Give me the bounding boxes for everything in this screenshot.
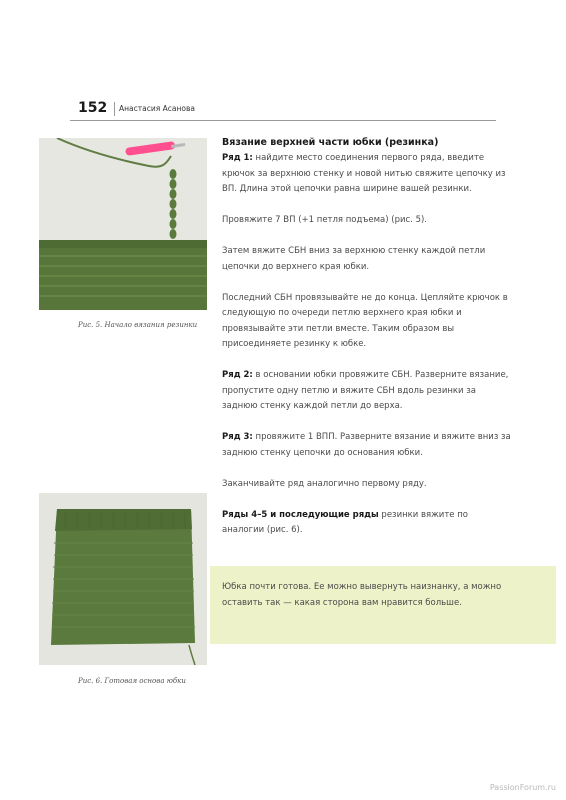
paragraph-lead: Ряд 2: (222, 370, 253, 380)
figure-5-caption: Рис. 5. Начало вязания резинки (78, 321, 198, 329)
paragraph-chain (222, 213, 512, 229)
paragraph-text: Заканчивайте ряд аналогично первому ряду. (222, 478, 427, 489)
header-rule (70, 120, 496, 121)
tip-box (210, 566, 556, 644)
figure-5-photo (39, 138, 207, 310)
instructions-column (222, 136, 512, 554)
page-number: 152 (78, 100, 108, 116)
author-name: Анастасия Асанова (119, 104, 195, 113)
section-title: Вязание верхней части юбки (резинка) (222, 137, 439, 148)
paragraph-lead: Ряды 4–5 и последующие ряды (222, 509, 379, 520)
figure-6-photo (39, 493, 207, 665)
paragraph-join (222, 291, 512, 353)
figure-6-caption: Рис. 6. Готовая основа юбки (78, 677, 186, 685)
paragraph-text: Последний СБН провязывайте не до конца. Цепляйте крючок в следующую по очереди петлю верхнего края юбки и провязывайте эти петли вместе. Таким образом вы присоединяете резинку к юбке. (222, 292, 508, 349)
paragraph-lead: Ряд 1: (222, 153, 253, 163)
paragraph-text: Провяжите 7 ВП (+1 петля подъема) (рис. 5). (222, 215, 427, 225)
paragraph-lead: Ряд 3: (222, 432, 253, 442)
figure-5-illustration (39, 138, 207, 310)
paragraph-row-1 (222, 151, 512, 198)
paragraph-text: резинки вяжите по аналогии (рис. 6). (222, 509, 468, 535)
watermark: PassionForum.ru (489, 783, 556, 792)
paragraph-finish (222, 477, 512, 493)
tip-text: Юбка почти готова. Ее можно вывернуть наизнанку, а можно оставить так — какая сторона вам нравится больше. (222, 582, 502, 608)
paragraph-row-2 (222, 368, 512, 415)
paragraph-text: найдите место соединения первого ряда, введите крючок за верхнюю стенку и новой нитью свяжите цепочку из ВП. Длина этой цепочки равна ширине вашей резинки. (222, 153, 506, 194)
paragraph-text: провяжите 1 ВПП. Разверните вязание и вяжите вниз за заднюю стенку цепочки до основания юбки. (222, 432, 511, 458)
figure-6-illustration (39, 493, 207, 665)
header-separator (114, 102, 115, 116)
paragraph-row-3 (222, 430, 512, 461)
paragraph-rows-4-5 (222, 508, 512, 539)
paragraph-text: Затем вяжите СБН вниз за верхнюю стенку каждой петли цепочки до верхнего края юбки. (222, 246, 486, 272)
paragraph-text: в основании юбки провяжите СБН. Разверните вязание, пропустите одну петлю и вяжите СБН вдоль резинки за заднюю стенку каждой петли до верха. (222, 370, 509, 411)
paragraph-sbn (222, 244, 512, 275)
